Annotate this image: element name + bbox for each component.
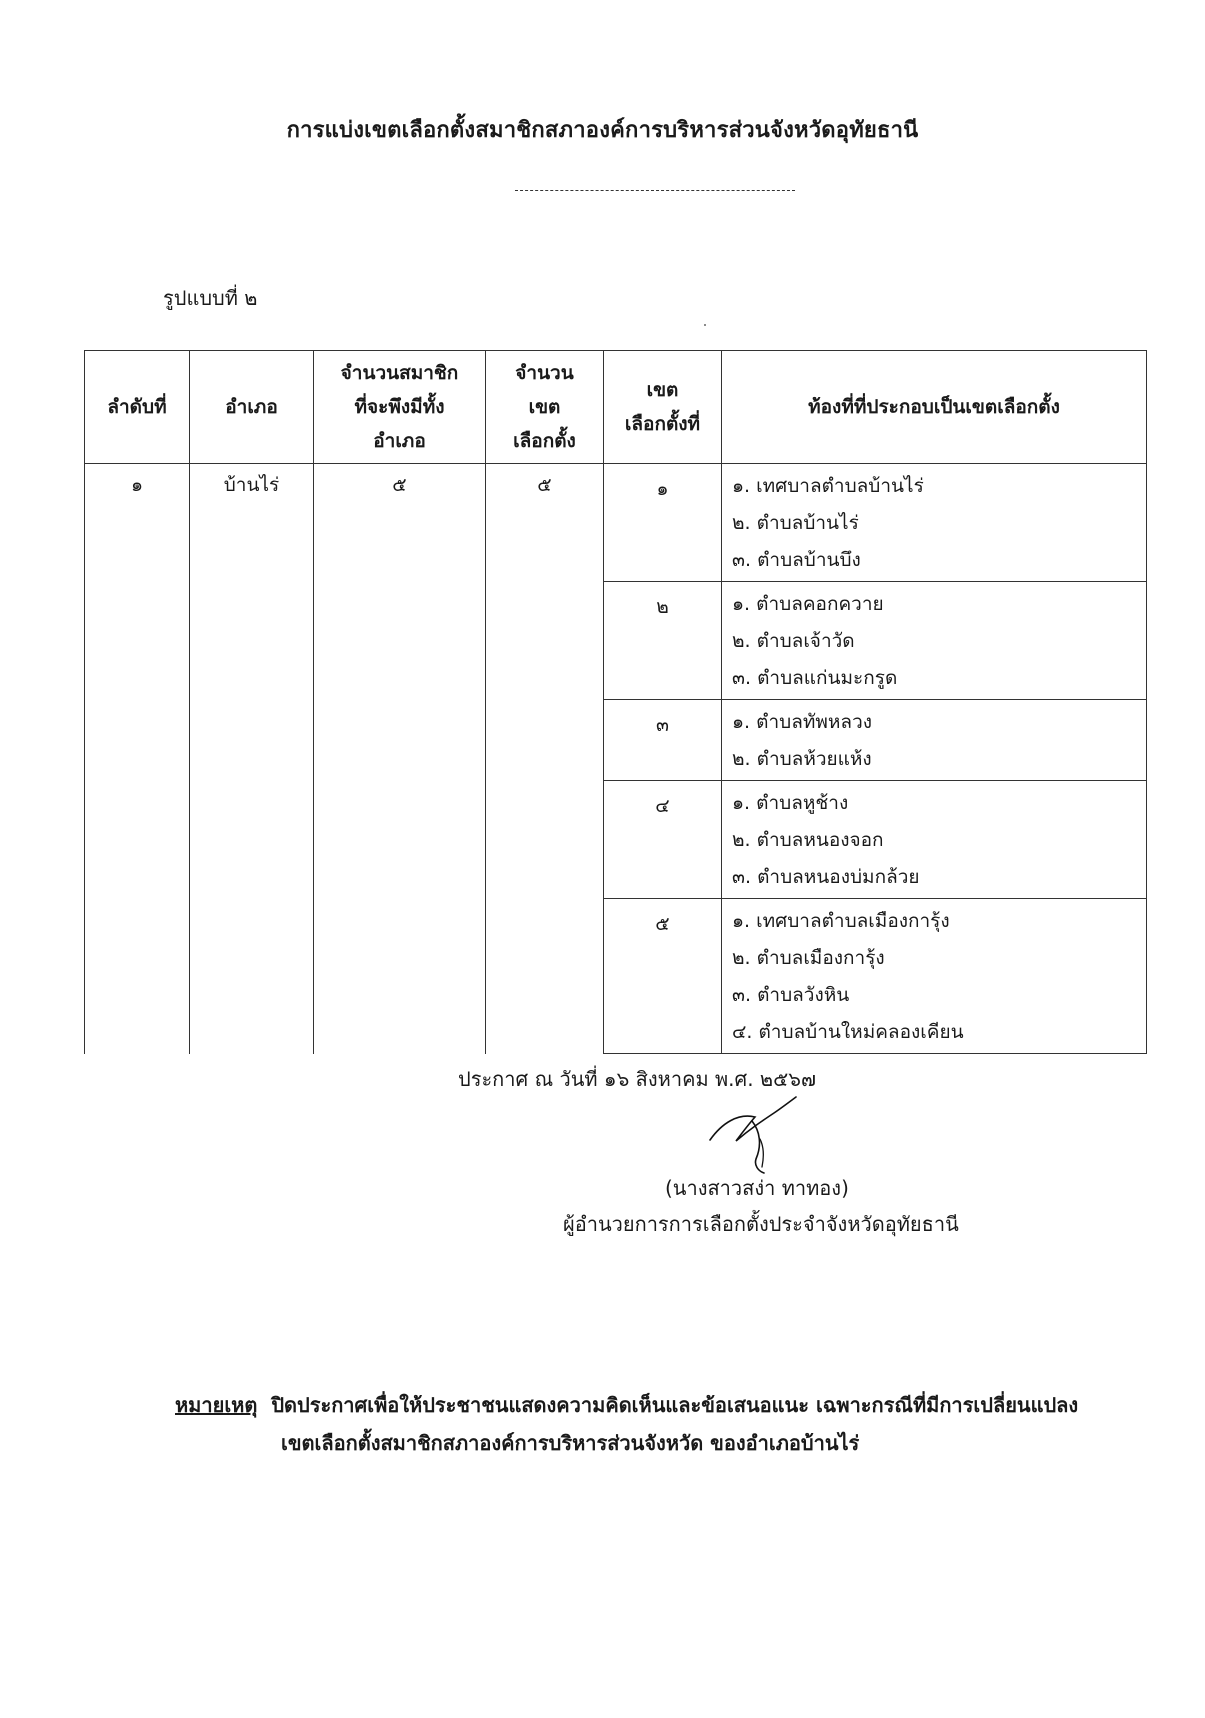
cell-zone-number: ๕: [604, 899, 722, 1054]
cell-zones: ๕: [486, 464, 604, 1054]
form-label: รูปแบบที่ ๒: [163, 286, 258, 310]
area-item: ๒. ตำบลหนองจอก: [732, 829, 884, 851]
cell-zone-number: ๓: [604, 700, 722, 781]
area-item: ๑. เทศบาลตำบลบ้านไร่: [732, 475, 924, 497]
area-item: ๓. ตำบลหนองบ่มกล้วย: [732, 866, 920, 888]
election-zone-table: [84, 350, 1147, 1054]
cell-zone-areas: [722, 781, 1147, 899]
table-header-row: [85, 351, 1147, 464]
note-label: หมายเหตุ: [175, 1393, 258, 1417]
area-item: ๑. ตำบลทัพหลวง: [732, 711, 873, 733]
signer-position: ผู้อำนวยการการเลือกตั้งประจำจังหวัดอุทัยธานี: [563, 1212, 959, 1236]
header-zones: จำนวน เขต เลือกตั้ง: [486, 351, 604, 464]
header-areas: ท้องที่ที่ประกอบเป็นเขตเลือกตั้ง: [722, 351, 1147, 464]
note-block: [175, 1386, 1078, 1462]
area-item: ๒. ตำบลบ้านไร่: [732, 512, 859, 534]
cell-zone-areas: [722, 899, 1147, 1054]
header-members: จำนวนสมาชิก ที่จะพึงมีทั้ง อำเภอ: [314, 351, 486, 464]
area-item: ๒. ตำบลห้วยแห้ง: [732, 748, 872, 770]
cell-zone-number: ๒: [604, 582, 722, 700]
area-item: ๑. ตำบลคอกควาย: [732, 593, 884, 615]
table-row: [85, 464, 1147, 582]
cell-members: ๕: [314, 464, 486, 1054]
cell-zone-number: ๔: [604, 781, 722, 899]
header-district: อำเภอ: [190, 351, 314, 464]
cell-district: บ้านไร่: [190, 464, 314, 1054]
area-item: ๒. ตำบลเจ้าวัด: [732, 630, 855, 652]
announcement-date: ประกาศ ณ วันที่ ๑๖ สิงหาคม พ.ศ. ๒๕๖๗: [458, 1067, 816, 1091]
title-separator: [515, 190, 795, 191]
area-item: ๓. ตำบลบ้านบึง: [732, 549, 861, 571]
document-title: การแบ่งเขตเลือกตั้งสมาชิกสภาองค์การบริหารส่วนจังหวัดอุทัยธานี: [286, 118, 919, 143]
cell-zone-number: ๑: [604, 464, 722, 582]
header-zone-number: เขต เลือกตั้งที่: [604, 351, 722, 464]
area-item: ๑. เทศบาลตำบลเมืองการุ้ง: [732, 910, 950, 932]
signer-name: (นางสาวสง่า ทาทอง): [665, 1176, 849, 1200]
cell-order: ๑: [85, 464, 190, 1054]
area-item: ๓. ตำบลแก่นมะกรูด: [732, 667, 898, 689]
area-item: ๒. ตำบลเมืองการุ้ง: [732, 947, 885, 969]
header-order: ลำดับที่: [85, 351, 190, 464]
area-item: ๓. ตำบลวังหิน: [732, 984, 850, 1006]
area-item: ๔. ตำบลบ้านใหม่คลองเคียน: [732, 1021, 964, 1043]
cell-zone-areas: [722, 464, 1147, 582]
area-item: ๑. ตำบลหูช้าง: [732, 792, 849, 814]
note-text-line2: เขตเลือกตั้งสมาชิกสภาองค์การบริหารส่วนจังหวัด ของอำเภอบ้านไร่: [281, 1431, 860, 1455]
cell-zone-areas: [722, 700, 1147, 781]
scan-speck: [704, 324, 706, 326]
cell-zone-areas: [722, 582, 1147, 700]
note-text-line1: ปิดประกาศเพื่อให้ประชาชนแสดงความคิดเห็นและข้อเสนอแนะ เฉพาะกรณีที่มีการเปลี่ยนแปลง: [271, 1393, 1079, 1417]
signature-icon: [700, 1095, 820, 1175]
